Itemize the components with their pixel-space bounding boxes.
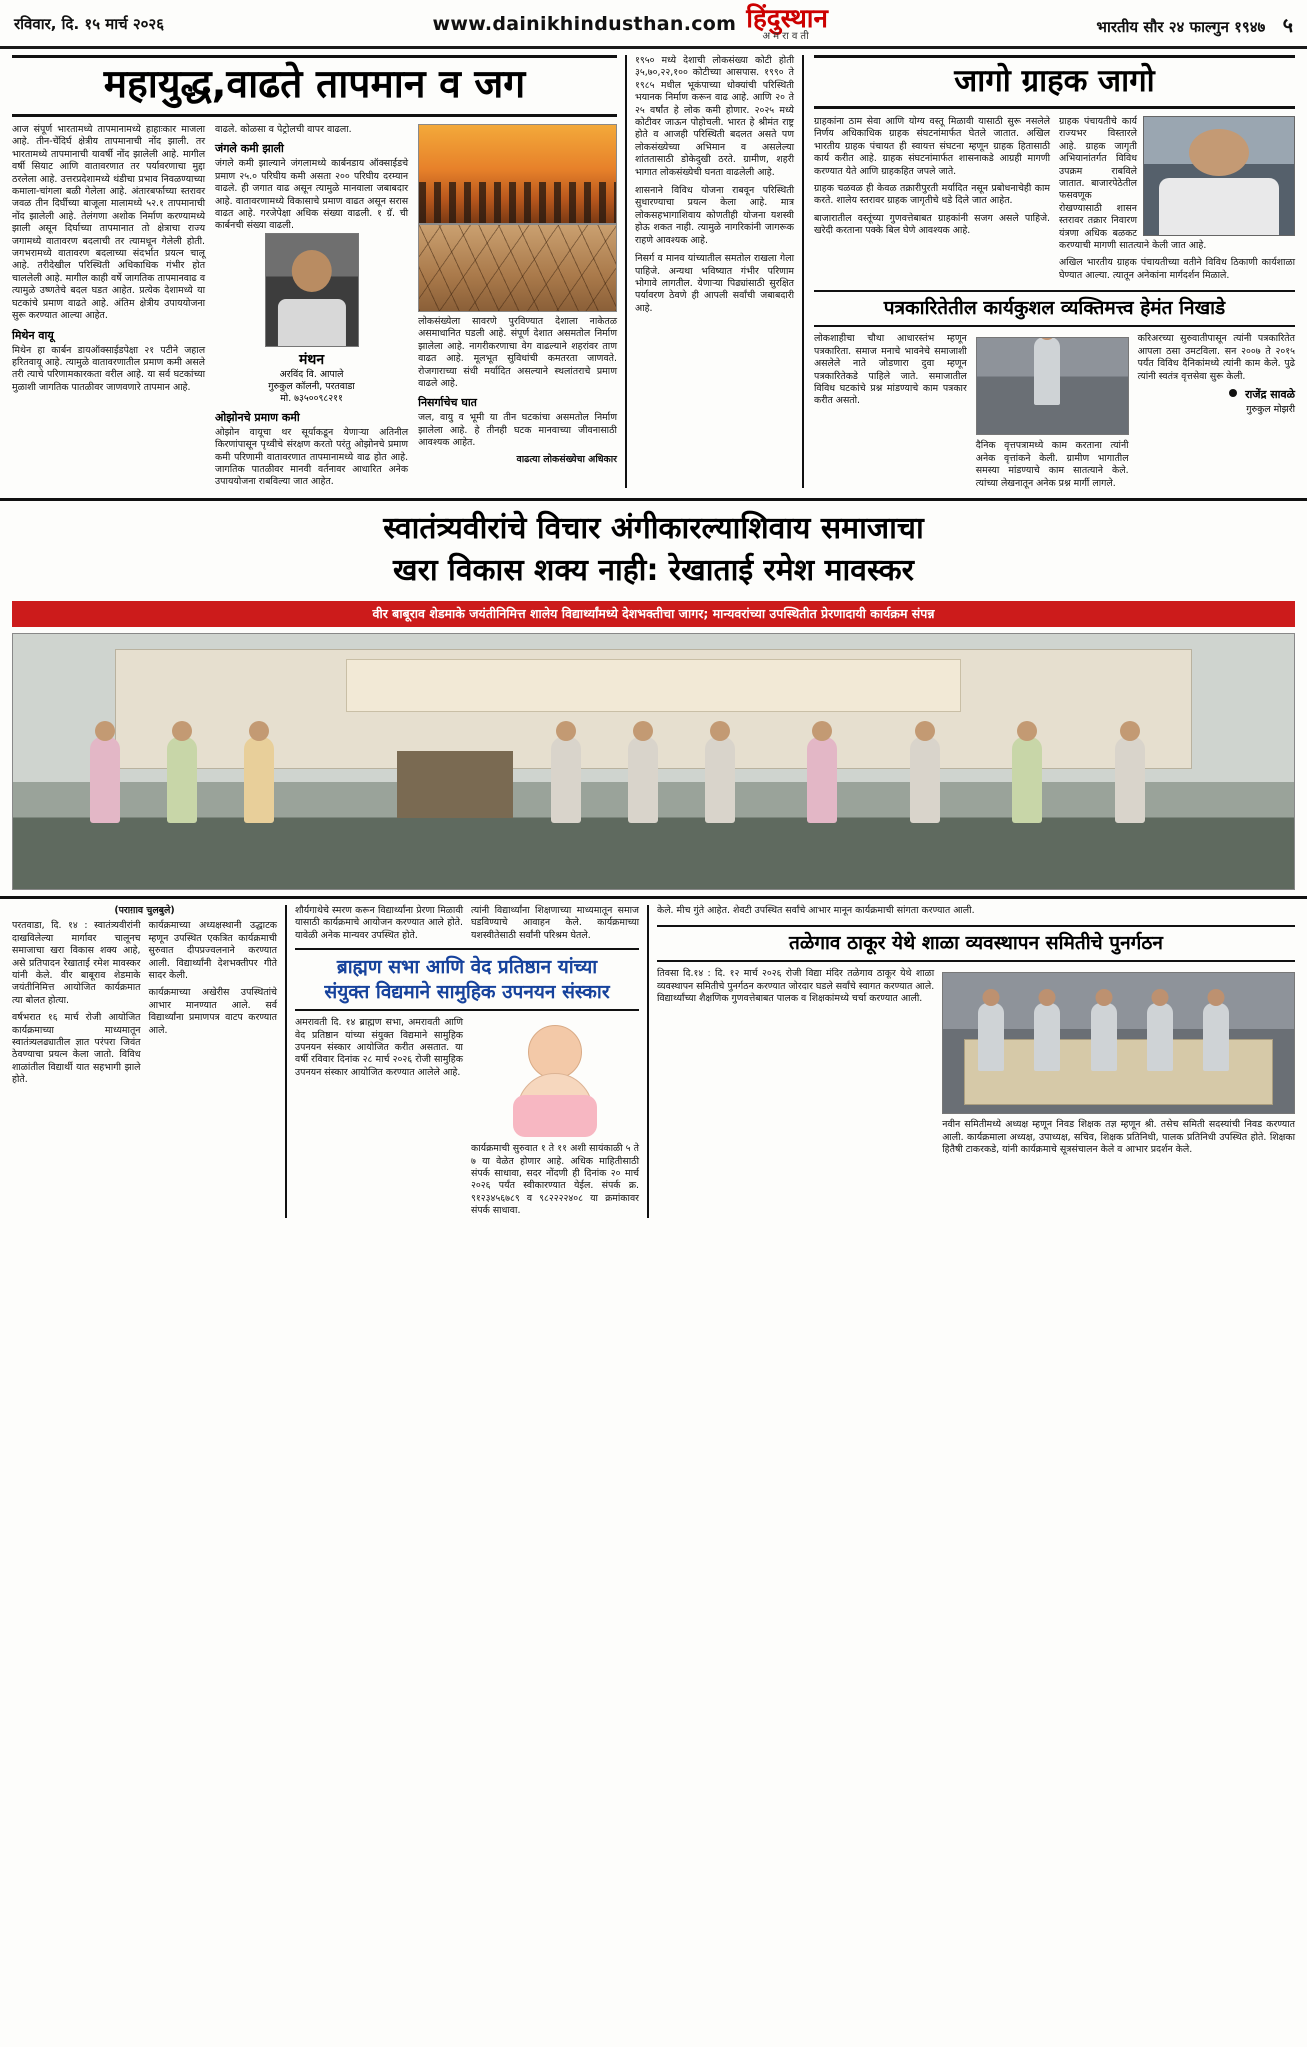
patrakarita-signature [1138, 387, 1295, 415]
subhead-mithen: मिथेन वायू [12, 328, 54, 342]
patrakarita-sign-place: गुरुकुल मोझरी [1246, 403, 1296, 415]
bullet-icon [1229, 389, 1237, 397]
bottom-right-column [649, 899, 1307, 1224]
article-jago-grahak-headline: जागो ग्राहक जागो [814, 55, 1295, 109]
masthead-center [432, 6, 827, 42]
page-number: ५ [1282, 12, 1293, 37]
masthead-logo-edition: अमरावती [762, 31, 812, 42]
patrakarita-col1: लोकशाहीचा चौथा आधारस्तंभ म्हणून पत्रकारिता. समाज मनाचे भावनेचे समाजाशी असलेले नाते जोडणारा दुवा म्हणून पत्रकारितेकडे पाहिले जाते. समाजातील विविध घटकांचे प्रश्न मांडण्याचे काम पत्रकार करीत असतो. [814, 333, 967, 407]
photo-cracked-earth [418, 224, 617, 312]
subhead-nisarg: निसर्गाचेच घात [418, 396, 477, 410]
article-mahayuddha-col1: आज संपूर्ण भारतामध्ये तापमानामध्ये हाहाःकार माजला आहे. तीन-चेंदिर्घ क्षेत्रीय तापमानाची नोंद झाली. तर भारतामध्ये तापमानाची यावर्षी नोंद झालेली आहे. मागील वर्षी सियाट आणि वातावरणात तर पर्यावरणाचा मुद्दा ठरलेला आहे. उत्तरप्रदेशामध्ये थंडीचा प्रभाव निवळण्याच्या कमाला-चांगला बळी गेलेला आहे. अंतारबर्फाच्या स्तरावर जवळ तीन दिर्घीच्या बाजूला मालामध्ये ५२.१ तापमानाची नोंद झालेली आहे. तेलंगणा अशोक निर्माण करण्यामध्ये झाली असून दिर्घाच्या तापमानात तो क्षेत्राचा राज्य जगामध्ये वातावरण बदलाची तर त्यामधून गेलेली होती. जगभरामध्ये वातावरण बदलाच्या संदर्भात प्रयत्न चालू आहे. तरीदेखील परिस्थिती अधिकाधिक गंभीर होत चाललेली आहे. मागील काही वर्षे जागतिक तापमानवाढ व त्यामुळे उष्णतेचे बदल घडत आहेत. प्रत्येक देशामध्ये या घटकांचे प्रमाण वाढते आहे. अंतिम क्षेत्रीय उपाययोजना सुरू करण्यात आल्या आहेत. [12, 124, 206, 322]
talegaon-col1: तिवसा दि.१४ : दि. १२ मार्च २०२६ रोजी विद्या मंदिर तळेगाव ठाकूर येथे शाळा व्यवस्थापन समितीचे पुनर्गठन करण्यात जोरदार घडले सर्वांचे स्वागत करण्यात आले. विद्यार्थ्यांच्या शैक्षणिक गुणवत्तेबाबत पालक व शिक्षकांमध्ये चर्चा करण्यात आली. [657, 968, 935, 1005]
subhead-ozone: ओझोनचे प्रमाण कमी [215, 410, 300, 424]
swatantryaveer-col2: कार्यक्रमाच्या अध्यक्षस्थानी उद्धाटक म्हणून उपस्थित एकत्रित कार्यक्रमाची सुरुवात दीपप्रज्वलनाने करण्यात आली. विद्यार्थ्यांनी देशभक्तीपर गीते सादर केली. [148, 920, 277, 981]
subhead-jungle: जंगले कमी झाली [215, 142, 284, 156]
article-mahayuddha-nisarg-body: जल, वायु व भूमी या तीन घटकांचा असमतोल निर्माण झालेला आहे. हे तीनही घटक मानवाच्या जीवनासाठी आवश्यक आहेत. [418, 412, 617, 449]
photo-grahak-panchayat-leader [1143, 116, 1295, 236]
swatantryaveer-subhead-banner: वीर बाबूराव शेडमाके जयंतीनिमित्त शालेय विद्यार्थ्यांमध्ये देशभक्तीचा जागर; मान्यवरांच्या उपस्थितीत प्रेरणादायी कार्यक्रम संपन्न [12, 601, 1295, 627]
brahman-sabha-col2: कार्यक्रमाची सुरुवात १ ते ११ अशी सायंकाळी ५ ते ७ या वेळेत होणार आहे. अधिक माहितीसाठी संपर्क साधावा, सदर नोंदणी ही दिनांक २० मार्च २०२६ पर्यंत स्वीकारण्यात येईल. संपर्क क्र. ९१२३४५६७८९ व ९८२२२२४०८ या क्रमांकावर संपर्क साधावा. [471, 1143, 639, 1217]
author-phone: मो. ७३५००९८२११ [280, 392, 343, 404]
jago-grahak-body1: ग्राहकांना ठाम सेवा आणि योग्य वस्तू मिळावी यासाठी सुरू नसलेले निर्णय अधिकाधिक ग्राहक संघटनांमार्फत घेतले जातात. अखिल भारतीय ग्राहक पंचायत ही स्वायत्त संघटना म्हणून ग्राहक हितासाठी कार्य करीत आहे. ग्राहक संघटनांमार्फत शासनाकडे आग्रही मागणी करण्यात येते आणि ग्राहकहित जपले जाते. [814, 116, 1050, 177]
article-mahayuddha-ozone-body: ओझोन वायूचा थर सूर्याकडून येणाऱ्या अतिनील किरणांपासून पृथ्वीचे संरक्षण करतो परंतु ओझोनचे प्रमाण कमी परिणामी वातावरणात तापमानामध्ये वाढ होत आहे. जागतिक पातळीवर मानवी वर्तनावर आधारित अनेक उपाययोजना राबविल्या जात आहेत. [215, 426, 409, 488]
swatantryaveer-col1: परतवाडा, दि. १४ : स्वातंत्र्यवीरांनी दाखविलेल्या मार्गावर चालूनच समाजाचा खरा विकास शक्य आहे, असे प्रतिपादन रेखाताई रमेश मावस्कर यांनी केले. वीर बाबूराव शेडमाके जयंतीनिमित्त आयोजित कार्यक्रमात त्या बोलत होत्या. [12, 920, 141, 1006]
brahman-sabha-headline-1: ब्राह्मण सभा आणि वेद प्रतिष्ठान यांच्या [295, 948, 639, 980]
swatantryaveer-headline-1: स्वातंत्र्यवीरांचे विचार अंगीकारल्याशिवाय समाजाचा [383, 510, 924, 546]
bottom-mid-column [287, 899, 647, 1224]
article-swatantryaveer [0, 498, 1307, 890]
masthead-logo-text: हिंदुस्थान [746, 4, 828, 34]
article-population-column [627, 49, 802, 494]
swatantryaveer-dateline: (पराग़ाव चुलबुले) [114, 904, 175, 916]
population-col3: शासनाने विविध योजना राबवून परिस्थिती सुधारण्याचा प्रयत्न केला आहे. मात्र लोकसहभागाशिवाय कोणतीही योजना यशस्वी होऊ शकत नाही. त्यामुळे नागरिकांनी जागरूक राहणे आवश्यक आहे. [635, 185, 794, 246]
talegaon-col2: नवीन समितीमध्ये अध्यक्ष म्हणून निवड शिक्षक तज्ञ म्हणून श्री. तसेच समिती सदस्यांची निवड करण्यात आली. कार्यक्रमाला अध्यक्ष, उपाध्यक्ष, सचिव, शिक्षक प्रतिनिधी, पालक प्रतिनिधी उपस्थित होते. शिक्षका हितैषी टाकरकडे, यांनी कार्यक्रमाचे सूत्रसंचालन केले व आभार प्रदर्शन केले. [942, 1119, 1295, 1156]
patrakarita-sign-name: राजेंद्र सावळे [1245, 387, 1296, 401]
jago-grahak-body2: ग्राहक पंचायतीचे कार्य राज्यभर विस्तारले आहे. ग्राहक जागृती अभियानांतर्गत विविध उपक्रम राबविले जातात. बाजारपेठेतील फसवणूक रोखण्यासाठी शासन स्तरावर तक्रार निवारण यंत्रणा अधिक बळकट करण्याची मागणी सातत्याने केली जात आहे. [1059, 116, 1207, 252]
article-mahayuddha-jungle-body: जंगले कमी झाल्याने जंगलामध्ये कार्बनडाय ऑक्साईडचे प्रमाण २५.० परिघीय कमी असता २०० परिघीय दरम्यान वाढले. ही जगात वाढ असून त्यामुळे मानवाला जबाबदार आहे. वातावरणामध्ये विकासाचे प्रमाण वाढत असून सरास वाढत आहे. गरजेपेक्षा अधिक संख्या वाढली. १ ग्रॅ. ची कार्बनची संख्या वाढली. [215, 158, 409, 232]
photo-hemant-nikhade [976, 337, 1129, 435]
article-mahayuddha-headline: महायुद्ध,वाढते तापमान व जग [12, 55, 617, 117]
swatantryaveer-col1b: वर्षभरात १६ मार्च रोजी आयोजित कार्यक्रमाच्या माध्यमातून स्वातंत्र्यलढ्यातील ज्ञात परंपरा जिवंत ठेवण्याचा प्रयत्न केला जातो. विविध शाळांतील विद्यार्थी यात सहभागी झाले होते. [12, 1012, 141, 1086]
illustration-upanayan-boy [495, 1021, 615, 1139]
photo-school-committee [942, 972, 1295, 1114]
patrakarita-col2: दैनिक वृत्तपत्रामध्ये काम करताना त्यांनी अनेक वृत्तांकने केली. ग्रामीण भागातील समस्या मांडण्याचे काम सातत्याने केले. त्यांच्या लेखनातून अनेक प्रश्न मार्गी लागले. [975, 440, 1129, 489]
author-portrait [265, 233, 359, 347]
author-name: अरविंद वि. आपाले [279, 368, 344, 380]
masthead-saur-date [1096, 11, 1293, 38]
population-col4: निसर्ग व मानव यांच्यातील समतोल राखला गेला पाहिजे. अन्यथा भविष्यात गंभीर परिणाम भोगावे लागतील. येणाऱ्या पिढ्यांसाठी सुरक्षित पर्यावरण ठेवणे ही आपली सर्वांची जबाबदारी आहे. [635, 253, 794, 314]
article-mahayuddha-footer: वाढत्या लोकसंख्येचा अधिकार [516, 453, 617, 465]
swatantryaveer-headline-2: खरा विकास शक्य नाही: रेखाताई रमेश मावस्कर [393, 552, 914, 588]
bottom-right-text: केले. मीच गुंते आहेत. शेवटी उपस्थित सर्वांचे आभार मानून कार्यक्रमाची सांगता करण्यात आली. [657, 904, 975, 916]
article-mahayuddha-mithen-body: मिथेन हा कार्बन डायऑक्साईडपेक्षा २१ पटीने जहाल हरितवायू आहे. त्यामुळे वातावरणातील प्रमाण कमी असले तरी त्याचे परिणामकारकता वरील आहे. या सर्व घटकांच्या मुळाशी जागतिक पातळीवर जाणवणारे तापमान आहे. [12, 344, 206, 393]
bottom-zone [0, 896, 1307, 1224]
author-address: गुरुकुल कॉलनी, परतवाडा [268, 380, 355, 392]
article-patrakarita-headline: पत्रकारितेतील कार्यकुशल व्यक्तिमत्त्व हेमंत निखाडे [814, 290, 1295, 327]
photo-school-program-stage [12, 633, 1295, 890]
brahman-sabha-col1: अमरावती दि. १४ ब्राह्मण सभा, अमरावती आणि वेद प्रतिष्ठान यांच्या संयुक्त विद्यमाने सामुहिक उपनयन संस्कार आयोजित करीत असतात. या वर्षी रविवार दिनांक २८ मार्च २०२६ रोजी सामुहिक उपनयन संस्कार आयोजित करण्यात आलेले आहे. [295, 1017, 463, 1078]
masthead-date: रविवार, दि. १५ मार्च २०२६ [14, 15, 165, 33]
jago-grahak-extra2: बाजारातील वस्तूंच्या गुणवत्तेबाबत ग्राहकांनी सजग असले पाहिजे. खरेदी करताना पक्के बिल घेणे आवश्यक आहे. [814, 212, 1050, 237]
masthead [0, 0, 1307, 49]
bottom-left-column [0, 899, 285, 1224]
masthead-saur-text: भारतीय सौर २४ फाल्गुन १९४७ [1096, 17, 1266, 36]
author-column-name: मंथन [299, 351, 325, 368]
swatantryaveer-col2b: कार्यक्रमाच्या अखेरीस उपस्थितांचे आभार मानण्यात आले. सर्व विद्यार्थ्यांना प्रमाणपत्र वाटप करण्यात आले. [148, 987, 277, 1036]
swatantryaveer-col4: त्यांनी विद्यार्थ्यांना शिक्षणाच्या माध्यमातून समाज घडविण्याचे आवाहन केले. कार्यक्रमाच्या यशस्वीतेसाठी सर्वांनी परिश्रम घेतले. [471, 904, 639, 941]
photo-industrial-pollution [418, 124, 617, 224]
article-mahayuddha-col2: वाढले. कोळसा व पेट्रोलची वापर वाढला. [215, 124, 352, 135]
article-mahayuddha-col3: लोकसंख्येला सावरणे पुरविण्यात देशाला नाकेतळ असमाधानित घडली आहे. संपूर्ण देशात असमतोल निर्माण झालेला आहे. नागरीकरणाचा वेग वाढल्याने शहरांवर ताण वाढत आहे. मूलभूत सुविधांची कमतरता जाणवते. रोजगाराच्या संधी मर्यादित असल्याने स्थलांतराचे प्रमाण वाढले आहे. [418, 316, 617, 390]
swatantryaveer-col3: शौर्यगाथेचे स्मरण करून विद्यार्थ्यांना प्रेरणा मिळावी यासाठी कार्यक्रमाचे आयोजन करण्यात आले होते. यावेळी अनेक मान्यवर उपस्थित होते. [295, 904, 463, 941]
article-mahayuddha [0, 49, 625, 494]
right-zone [804, 49, 1307, 494]
jago-grahak-extra3: अखिल भारतीय ग्राहक पंचायतीच्या वतीने विविध ठिकाणी कार्यशाळा घेण्यात आल्या. त्यातून अनेकांना मार्गदर्शन मिळाले. [1059, 257, 1295, 281]
article-talegaon-headline: तळेगाव ठाकूर येथे शाळा व्यवस्थापन समितीचे पुनर्गठन [657, 925, 1295, 962]
top-zone [0, 49, 1307, 494]
masthead-website-url[interactable]: www.dainikhindusthan.com [432, 13, 737, 35]
jago-grahak-extra1: ग्राहक चळवळ ही केवळ तक्रारीपुरती मर्यादित नसून प्रबोधनाचेही काम करते. शालेय स्तरावर ग्राहक जागृतीचे धडे दिले जात आहेत. [814, 183, 1050, 207]
patrakarita-col3: करिअरच्या सुरुवातीपासून त्यांनी पत्रकारितेत आपला ठसा उमटविला. सन २००७ ते २०१५ पर्यंत विविध दैनिकांमध्ये त्यांनी काम केले. पुढे त्यांनी स्वतंत्र वृत्तसेवा सुरू केली. [1137, 333, 1296, 382]
masthead-logo [746, 6, 828, 42]
population-col1: १९५० मध्ये देशाची लोकसंख्या कोटी होती ३५,७०,२२,१०० कोटीच्या आसपास. १९९० ते १९८५ मधील भूकंपाच्या धोक्यांची परिस्थिती भयानक निर्माण करून वाढ आहे. आणि २० ते २५ वर्षांत हे लोक कमी होणार. २०२५ मध्ये कोटीवर जाऊन पोहोचली. भारत हे श्रीमंत राष्ट्र होते व आजही परिस्थिती बदलत असते पण लोकसंख्येच्या अभिमान व असलेल्या शांततासाठी डोकेदुखी ठरते. ग्रामीण, शहरी भागात लोकसंख्येची घनता वाढलेली आहे. [635, 55, 794, 178]
brahman-sabha-headline-2: संयुक्त विद्यमाने सामुहिक उपनयन संस्कार [295, 980, 639, 1011]
